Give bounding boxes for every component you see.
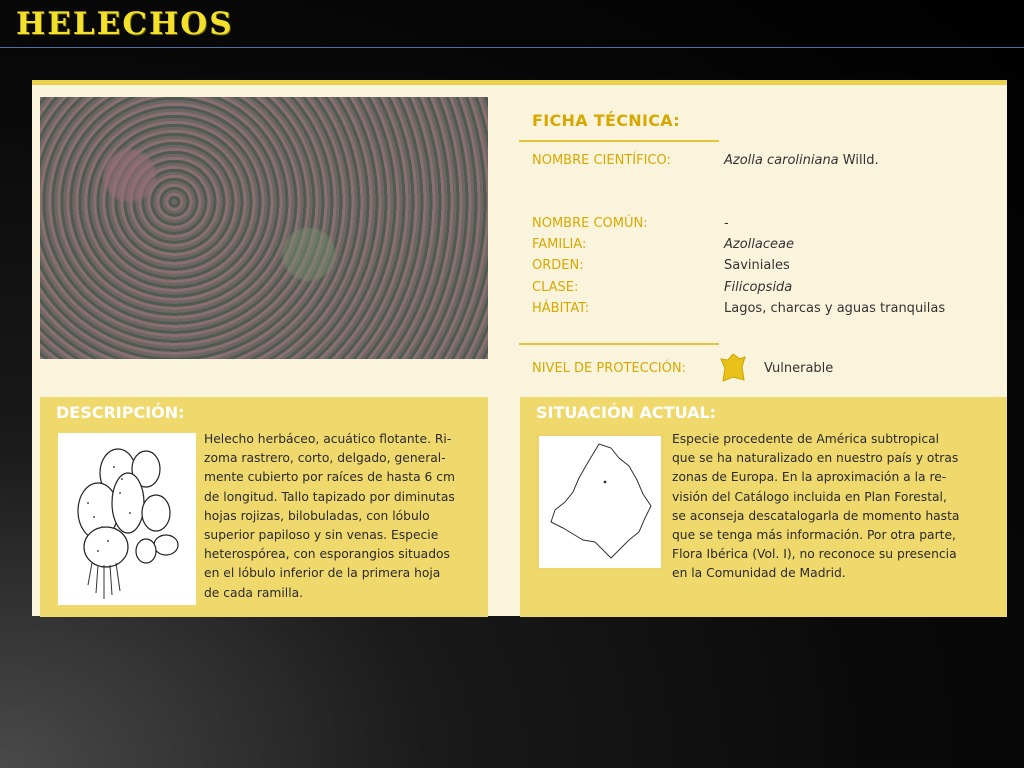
clase-label: CLASE:: [532, 280, 579, 295]
habitat-label: HÁBITAT:: [532, 301, 590, 316]
title-divider: [0, 47, 1024, 48]
situacion-text: [672, 430, 1002, 584]
madrid-map: [536, 433, 664, 571]
situacion-line: que se ha naturalizado en nuestro país y otras: [672, 451, 959, 466]
familia-label: FAMILIA:: [532, 237, 587, 252]
nombre-cientifico-label: NOMBRE CIENTÍFICO:: [532, 153, 671, 168]
descripcion-line: de cada ramilla.: [204, 585, 304, 600]
orden-label: ORDEN:: [532, 258, 584, 273]
situacion-line: Flora Ibérica (Vol. I), no reconoce su presencia: [672, 547, 957, 562]
shield-icon: [720, 353, 746, 383]
situacion-line: Especie procedente de América subtropical: [672, 432, 940, 446]
situacion-panel: [520, 397, 1007, 617]
descripcion-text: [204, 430, 484, 603]
situacion-line: zonas de Europa. En la aproximación a la re-: [672, 470, 947, 485]
descripcion-line: superior papiloso y sin venas. Especie: [204, 528, 439, 543]
nombre-comun-value: -: [724, 216, 729, 231]
fern-illustration: [58, 433, 196, 605]
habitat-value: Lagos, charcas y aguas tranquilas: [724, 301, 946, 316]
ficha-divider: [519, 140, 719, 142]
proteccion-divider: [519, 343, 719, 345]
familia-value: Azollaceae: [724, 237, 794, 252]
clase-value: Filicopsida: [724, 280, 793, 295]
descripcion-line: en el lóbulo inferior de la primera hoja: [204, 566, 441, 581]
species-card: [32, 80, 1007, 616]
species-photo: [40, 97, 488, 359]
descripcion-heading: DESCRIPCIÓN:: [56, 403, 185, 422]
map-outline-icon: [539, 436, 661, 568]
fern-drawing-icon: [58, 433, 196, 605]
situacion-line: en la Comunidad de Madrid.: [672, 566, 846, 581]
nombre-comun-label: NOMBRE COMÚN:: [532, 216, 648, 231]
situacion-line: se aconseja descatalogarla de momento hasta: [672, 508, 960, 523]
situacion-line: que se tenga más información. Por otra parte,: [672, 528, 956, 543]
situacion-line: visión del Catálogo incluida en Plan Forestal,: [672, 489, 947, 504]
descripcion-panel: [40, 397, 488, 617]
descripcion-line: de longitud. Tallo tapizado por diminutas: [204, 489, 455, 504]
proteccion-label: NIVEL DE PROTECCIÓN:: [532, 361, 686, 376]
situacion-heading: SITUACIÓN ACTUAL:: [536, 403, 717, 422]
nombre-cientifico-author: Willd.: [838, 153, 879, 168]
descripcion-line: zoma rastrero, corto, delgado, general-: [204, 451, 446, 466]
ficha-heading: FICHA TÉCNICA:: [532, 111, 680, 130]
slide-title: HELECHOS: [16, 6, 234, 42]
nombre-cientifico-italic: Azolla caroliniana: [724, 153, 839, 168]
proteccion-value: Vulnerable: [764, 361, 834, 376]
descripcion-line: heterospórea, con esporangios situados: [204, 547, 450, 562]
descripcion-line: Helecho herbáceo, acuático flotante. Ri-: [204, 432, 452, 446]
descripcion-line: hojas rojizas, bilobuladas, con lóbulo: [204, 508, 430, 523]
nombre-cientifico-value: [724, 153, 879, 168]
orden-value: Saviniales: [724, 258, 790, 273]
descripcion-line: mente cubierto por raíces de hasta 6 cm: [204, 470, 455, 485]
